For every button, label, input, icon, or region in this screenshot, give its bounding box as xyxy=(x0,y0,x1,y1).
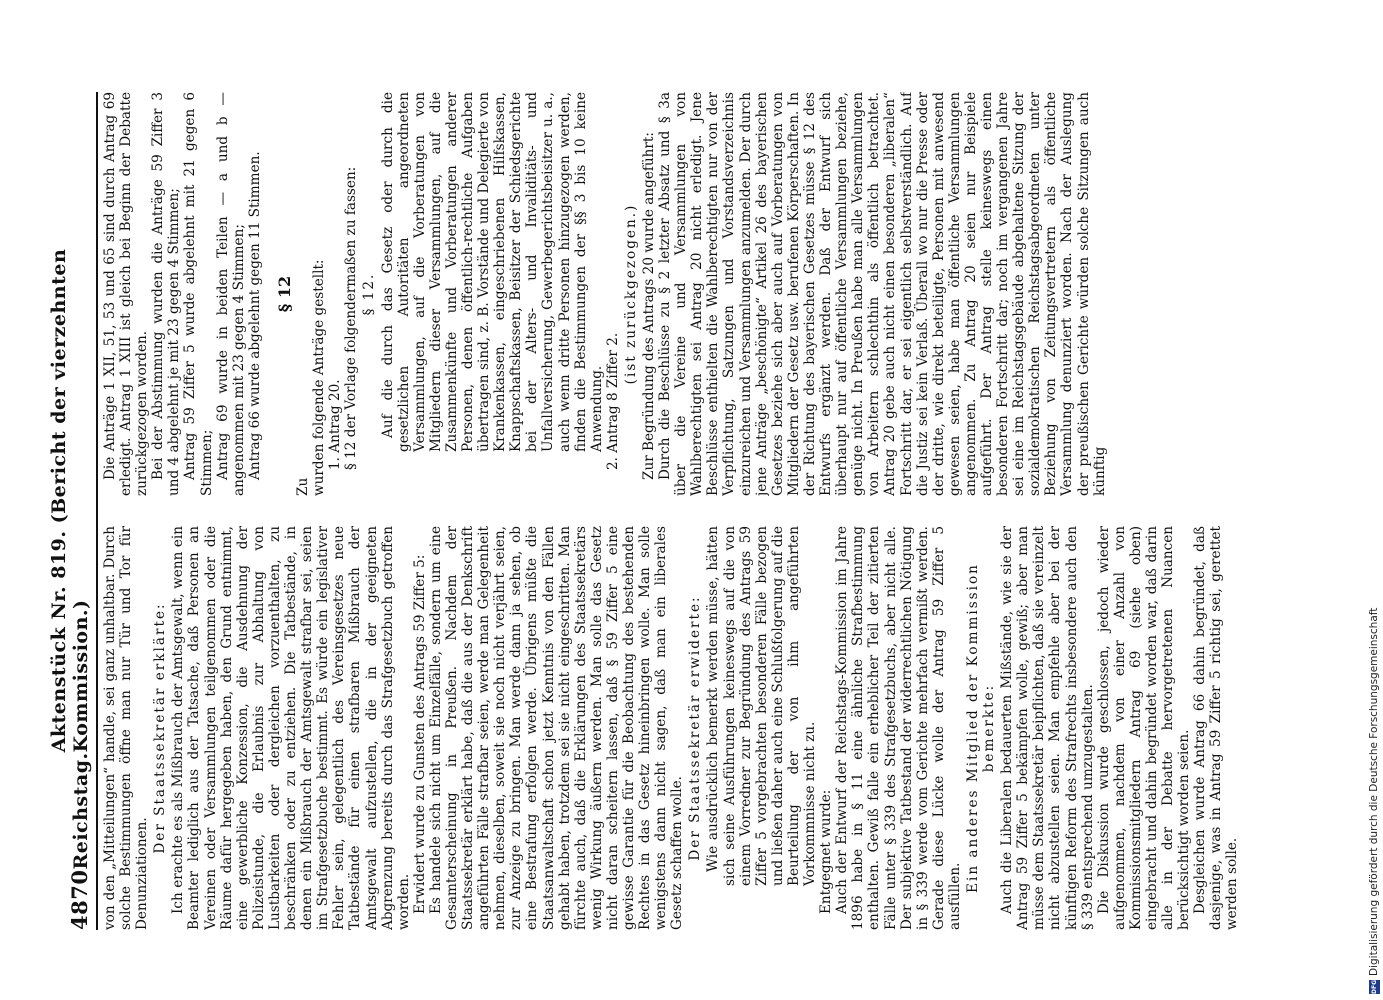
left-column-paragraph: Es handele sich nicht um Einzelfälle, sondern um eine Gesamterscheinung in Preußen. Nachdem der Staatssekretär erklärt habe, daß die aus der Denkschrift angeführten Fälle strafbar seien, werde man Gelegenheit nehmen, dieselben, soweit sie noch nicht verjährt seien, zur Anzeige zu bringen. Man werde dann ja sehen, ob eine Bestrafung erfolgen werde. Übrigens müßte die Staatsanwaltschaft schon jetzt Kenntnis von den Fällen gehabt haben, trotzdem sei sie nicht eingeschritten. Man fürchte auch, daß die Erklärungen des Staatssekretärs wenig Wirkung äußern werden. Man solle das Gesetz nicht daran scheitern lassen, daß § 59 Ziffer 5 eine gewisse Garantie für die Beobachtung des bestehenden Rechtes in das Gesetz hineinbringen wolle. Man solle wenigstens dann nicht sagen, daß man ein liberales Gesetz schaffen wolle. xyxy=(427,526,686,930)
right-column-paragraph: 1. Antrag 20. xyxy=(327,379,344,470)
dfg-logo: DFG xyxy=(1370,979,1378,994)
right-column-paragraph: Die Anträge 1 XII, 51, 53 und 65 sind durch Antrag 69 erledigt. Antrag 1 XIII ist gleich bei Beginn der Debatte zurückgezogen worden. xyxy=(102,92,151,496)
left-column-paragraph: Der Staatssekretär erwiderte: xyxy=(687,595,704,861)
header-right-title: Aktenstück Nr. 819. (Bericht der vierzehnten Kommission.) xyxy=(48,248,92,753)
right-column-paragraph: § 12. xyxy=(361,272,378,316)
left-column-paragraph: Auch der Entwurf der Reichstags-Kommission im Jahre 1896 habe in § 11 eine ähnliche Strafbestimmung enthalten. Gewiß falle ein erheblicher Teil der zitierten Fälle unter § 339 des Strafgesetzbuchs, aber nicht alle. Der subjektive Tatbestand der widerrechtlichen Nötigung in § 339 werde vom Gerichte mehrfach vermißt werden. Gerade diese Lücke wolle der Antrag 59 Ziffer 5 ausfüllen. xyxy=(834,526,963,930)
left-text-column xyxy=(102,526,1318,930)
right-column-paragraph: § 12 xyxy=(274,275,294,313)
right-text-column xyxy=(102,92,1318,496)
right-column-paragraph: Bei der Abstimmung wurden die Anträge 59 Ziffer 3 und 4 abgelehnt je mit 23 gegen 4 Stimmen; xyxy=(150,92,183,496)
right-column-paragraph: Antrag 69 wurde in beiden Teilen — a und b — angenommen mit 23 gegen 4 Stimmen; xyxy=(214,92,247,496)
right-column-paragraph: Zu xyxy=(295,477,312,496)
left-column-paragraph: Die Diskussion wurde geschlossen, jedoch wieder aufgenommen, nachdem von einer Anzahl von Kommissionsmitgliedern Antrag 69 (siehe oben) eingebracht und dahin begründet worden war, daß darin alle in der Debatte hervorgetretenen Nuancen berücksichtigt worden seien. xyxy=(1095,526,1193,930)
document-page xyxy=(48,92,1328,930)
header-divider xyxy=(96,92,98,930)
left-column-paragraph: Ich erachte es als Mißbrauch der Amtsgewalt, wenn ein Beamter lediglich aus der Tatsache, daß Personen an Vereinen oder Versammlungen teilgenommen oder die Räume dafür hergegeben haben, den Grund entnimmt, eine gewerbliche Konzession, die Ausdehnung der Polizeistunde, die Erlaubnis zur Abhaltung von Lustbarkeiten oder dergleichen vorzuenthalten, zu beschränken oder zu entziehen. Die Tatbestände, in denen ein Mißbrauch der Amtsgewalt strafbar sei, seien im Strafgesetzbuche bestimmt. Es würde ein legislativer Fehler sein, gelegentlich des Vereinsgesetzes neue Tatbestände für einen strafbaren Mißbrauch der Amtsgewalt aufzustellen, die in der geeigneten Abgrenzung bereits durch das Strafgesetzbuch getroffen worden. xyxy=(170,526,412,930)
right-column-paragraph: wurden folgende Anträge gestellt: xyxy=(311,259,328,496)
left-column-paragraph: Auch die Liberalen bedauerten Mißstände, wie sie der Antrag 59 Ziffer 5 bekämpfen wolle, gewiß; aber man müsse dem Staatssekretär beipflichten, daß sie vereinzelt nicht abzustellen seien. Man empfehle aber bei der künftigen Reform des Strafrechts insbesondere auch den § 339 entsprechend umzugestalten. xyxy=(999,526,1096,930)
page-header xyxy=(48,92,92,930)
right-column-paragraph: Antrag 59 Ziffer 5 wurde abgelehnt mit 21 gegen 6 Stimmen; xyxy=(182,92,215,496)
right-column-paragraph: Antrag 66 wurde abgelehnt gegen 11 Stimmen. xyxy=(246,151,263,480)
right-column-paragraph: Auf die durch das Gesetz oder durch die gesetzlichen Autoritäten angeordneten Versammlungen, auf die Vorberatungen von Mitgliedern dieser Versammlungen, auf die Zusammenkünfte und Vorberatungen anderer Personen, denen öffentlich-rechtliche Aufgaben übertragen sind, z. B. Vorstände und Delegierte von Krankenkassen, eingeschriebenen Hilfskassen, Knappschaftskassen, Beisitzer der Schiedsgerichte bei der Alters- und Invaliditäts- und Unfallversicherung, Gewerbegerichtsbeisitzer u. a., auch wenn dritte Personen hinzugezogen werden, finden die Bestimmungen der §§ 3 bis 10 keine Anwendung. xyxy=(379,92,605,452)
header-left-title: Reichstag. xyxy=(70,752,92,870)
right-column-paragraph: Durch die Beschlüsse zu § 2 letzter Absatz und § 3a über die Vereine und Versammlungen von Wahlberechtigten sei Antrag 20 nicht erledigt. Jene Beschlüsse enthielten die Wahlberechtigten nur von der Verpflichtung, Satzungen und Vorstandsverzeichnis einzureichen und Versammlungen anzumelden. Der durch jene Anträge „beschönigte“ Artikel 26 des bayerischen Gesetzes beziehe sich aber auch auf Vorberatungen von Mitgliedern der Gesetz usw. berufenen Körperschaften. In der Richtung des bayerischen Gesetzes müsse § 12 des Entwurfs ergänzt werden. Daß der Entwurf sich überhaupt nur auf öffentliche Versammlungen beziehe, genüge nicht. In Preußen habe man alle Versammlungen von Arbeitern schlechthin als öffentlich betrachtet. Antrag 20 gebe auch nicht einen besonderen „liberalen“ Fortschritt dar, er sei eigentlich selbstverständlich. Auf die Justiz sei kein Verlaß. Überall wo nur die Presse oder der dritte, wie direkt beteiligte, Personen mit anwesend gewesen seien, habe man öffentliche Versammlungen angenommen. Zu Antrag 20 seien nur Beispiele aufgeführt. Der Antrag stelle keineswegs einen besonderen Fortschritt dar; noch im vergangenen Jahre sei eine im Reichstagsgebäude abgehaltene Sitzung der sozialdemokratischen Reichstagsabgeordneten unter Beziehung von Zeitungsvertretern als öffentliche Versammlung denunziert worden. Nach der Auslegung der preußischen Gerichte würden solche Sitzungen auch künftig xyxy=(657,92,1108,496)
right-column-paragraph: 2. Antrag 8 Ziffer 2. xyxy=(604,332,621,470)
digitization-footer xyxy=(1367,0,1381,1000)
right-column-paragraph: Zur Begründung des Antrags 20 wurde angeführt: xyxy=(641,132,657,480)
left-column-paragraph: Der Staatssekretär erklärte: xyxy=(152,602,169,854)
left-column-paragraph: Entgegnet wurde: xyxy=(818,789,835,914)
left-column-paragraph: von den „Mitteilungen“ handle, sei ganz unhaltbar. Durch solche Bestimmungen öffne man nur Tür und Tor für Denunziationen. xyxy=(102,526,151,930)
left-column-paragraph: Erwidert wurde zu Gunsten des Antrags 59 Ziffer 5: xyxy=(411,554,428,914)
right-column-paragraph: (ist zurückgezogen.) xyxy=(622,203,639,385)
left-column-paragraph: Wie ausdrücklich bemerkt werden müsse, hätten sich seine Ausführungen keineswegs auf die von einem Vorredner zur Begründung des Antrags 59 Ziffer 5 vorgebrachten besonderen Fälle bezogen und ließen daher auch eine Schlußfolgerung auf die Beurteilung der von ihm angeführten Vorkommnisse nicht zu. xyxy=(705,526,819,886)
right-column-paragraph: § 12 der Vorlage folgendermaßen zu fassen: xyxy=(343,166,360,470)
footer-text: Digitalisierung gefördert durch die Deutsche Forschungsgemeinschaft xyxy=(1368,607,1380,976)
left-column-paragraph: Desgleichen wurde Antrag 66 dahin begründet, daß dasjenige, was in Antrag 59 Ziffer 5 richtig sei, gerettet werden solle. xyxy=(1192,526,1241,930)
left-column-paragraph: Ein anderes Mitglied der Kommission bemerkte: xyxy=(964,563,998,893)
page-number: 4870 xyxy=(67,869,92,930)
